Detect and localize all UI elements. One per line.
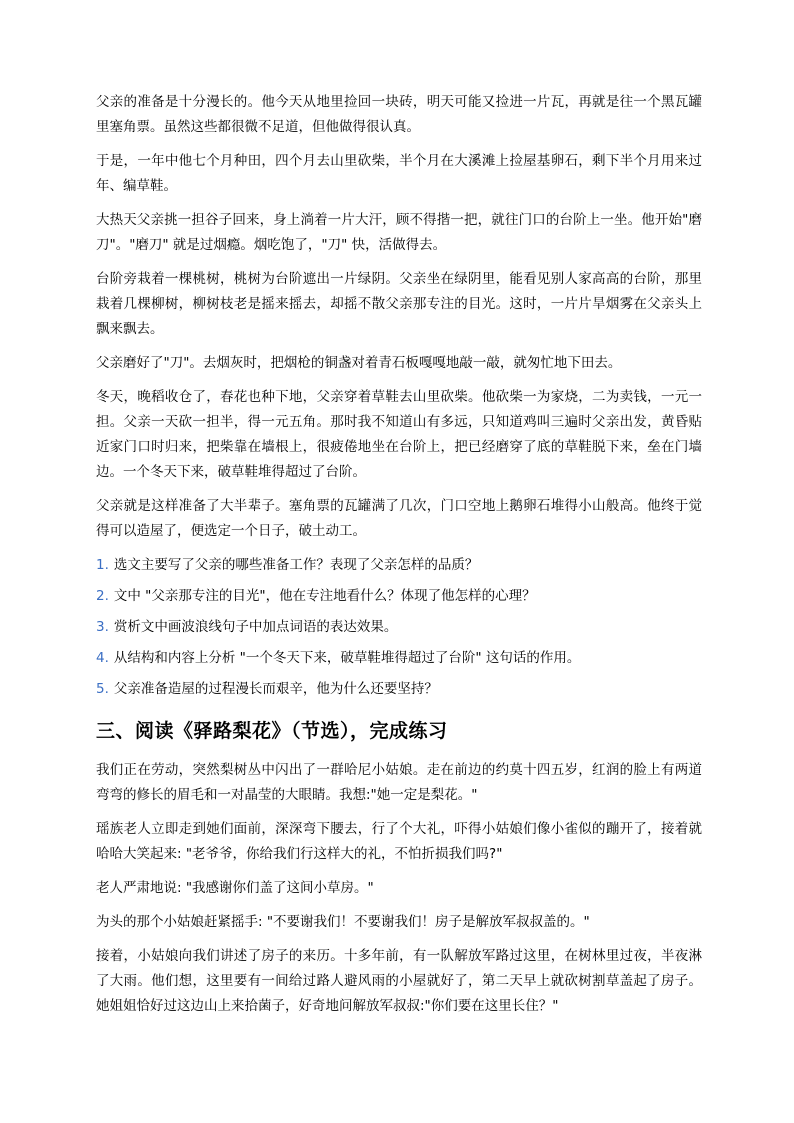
question-text: 文中 "父亲那专注的目光"，他在专注地看什么？体现了他怎样的心理？ [113,588,536,604]
paragraph: 父亲磨好了"刀"。去烟灰时，把烟枪的铜盏对着青石板嘎嘎地敲一敲，就匆忙地下田去。 [96,355,622,371]
question-item [96,584,702,609]
document-body [96,90,702,1028]
paragraph: 接着，小姑娘向我们讲述了房子的来历。十多年前，有一队解放军路过这里，在树林里过夜，半夜淋了大雨。他们想，这里要有一间给过路人避风雨的小屋就好了，第二天早上就砍树割草盖起了房子。她姐姐恰好过这边山上来拾菌子，好奇地问解放军叔叔:"你们要在这里长住？" [96,948,702,1014]
question-number: 5. [96,681,109,697]
question-text: 选文主要写了父亲的哪些准备工作？表现了父亲怎样的品质？ [113,557,479,573]
question-number: 4. [96,650,109,666]
question-number: 3. [96,619,109,635]
paragraph: 大热天父亲挑一担谷子回来，身上淌着一片大汗，顾不得揩一把，就往门口的台阶上一坐。他开始"磨刀"。"磨刀" 就是过烟瘾。烟吃饱了，"刀" 快，活做得去。 [96,212,702,253]
question-item [96,677,702,702]
section-heading: 三、阅读《驿路梨花》（节选），完成练习 [96,720,448,742]
paragraph: 为头的那个小姑娘赶紧摇手: "不要谢我们！不要谢我们！房子是解放军叔叔盖的。" [96,914,590,930]
paragraph: 瑶族老人立即走到她们面前，深深弯下腰去，行了个大礼，吓得小姑娘们像小雀似的蹦开了，接着就哈哈大笑起来: "老爷爷，你给我们行这样大的礼，不怕折损我们吗?" [96,821,702,862]
paragraph: 于是，一年中他七个月种田，四个月去山里砍柴，半个月在大溪滩上捡屋基卵石，剩下半个月用来过年、编草鞋。 [96,153,702,194]
question-text: 赏析文中画波浪线句子中加点词语的表达效果。 [113,619,398,635]
paragraph: 冬天，晚稻收仓了，春花也种下地，父亲穿着草鞋去山里砍柴。他砍柴一为家烧，二为卖钱，一元一担。父亲一天砍一担半，得一元五角。那时我不知道山有多远，只知道鸡叫三遍时父亲出发，黄昏贴近家门口时归来，把柴靠在墙根上，很疲倦地坐在台阶上，把已经磨穿了底的草鞋脱下来，垒在门墙边。一个冬天下来，破草鞋堆得超过了台阶。 [96,389,702,480]
question-list [96,553,702,702]
question-number: 1. [96,557,109,573]
paragraph: 父亲的准备是十分漫长的。他今天从地里捡回一块砖，明天可能又捡进一片瓦，再就是往一个黑瓦罐里塞角票。虽然这些都很微不足道，但他做得很认真。 [96,94,702,135]
question-item [96,646,702,671]
paragraph: 老人严肃地说: "我感谢你们盖了这间小草房。" [96,880,374,896]
question-text: 父亲准备造屋的过程漫长而艰辛，他为什么还要坚持？ [113,681,438,697]
question-item [96,615,702,640]
question-text: 从结构和内容上分析 "一个冬天下来，破草鞋堆得超过了台阶" 这句话的作用。 [113,650,581,666]
question-item [96,553,702,578]
question-number: 2. [96,588,109,604]
paragraph: 父亲就是这样准备了大半辈子。塞角票的瓦罐满了几次，门口空地上鹅卵石堆得小山般高。他终于觉得可以造屋了，便选定一个日子，破土动工。 [96,498,702,539]
paragraph: 我们正在劳动，突然梨树丛中闪出了一群哈尼小姑娘。走在前边的约莫十四五岁，红润的脸上有两道弯弯的修长的眉毛和一对晶莹的大眼睛。我想:"她一定是梨花。" [96,762,702,803]
paragraph: 台阶旁栽着一棵桃树，桃树为台阶遮出一片绿阴。父亲坐在绿阴里，能看见别人家高高的台阶，那里栽着几棵柳树，柳树枝老是摇来摇去，却摇不散父亲那专注的目光。这时，一片片旱烟雾在父亲头上飘来飘去。 [96,271,702,337]
